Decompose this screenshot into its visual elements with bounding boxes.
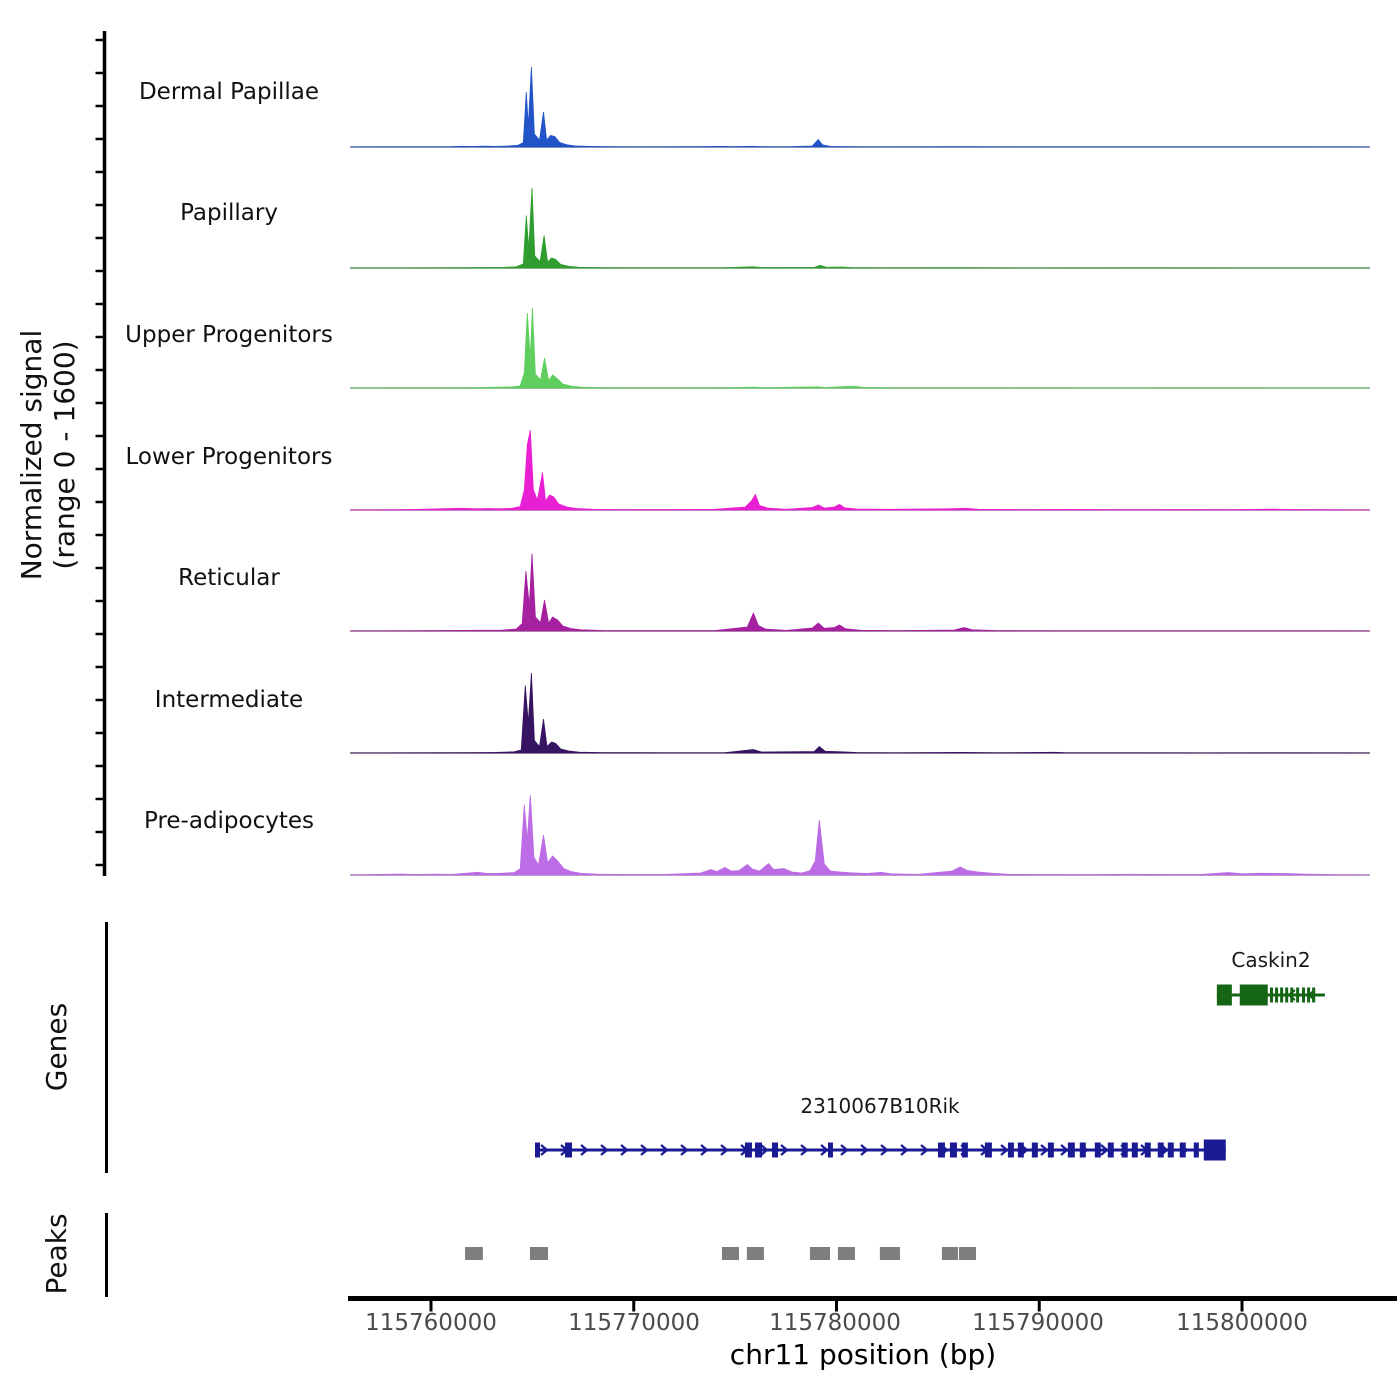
gene-glyph-caskin2-exon (1280, 988, 1283, 1003)
peak-box (465, 1247, 483, 1260)
gene-glyph-2310067b10rik-exon (950, 1143, 957, 1158)
gene-glyph-2310067b10rik-exon (828, 1143, 833, 1158)
track-label-intermediate: Intermediate (154, 687, 304, 713)
gene-glyph-2310067b10rik-exon (1095, 1143, 1101, 1158)
x-tick-label-115790000: 115790000 (972, 1310, 1104, 1336)
track-label-papillary: Papillary (180, 200, 278, 226)
gene-glyph-2310067b10rik-exon (1122, 1143, 1128, 1158)
x-tick-label-115780000: 115780000 (769, 1310, 901, 1336)
gene-glyph-2310067b10rik-exon (1204, 1140, 1226, 1161)
peak-box (810, 1247, 830, 1260)
signal-track-path-reticular (350, 554, 1370, 632)
track-label-lower-progenitors: Lower Progenitors (125, 444, 333, 470)
signal-track-path-dermal-papillae (350, 67, 1370, 147)
signal-track-path-upper-progenitors (350, 308, 1370, 388)
x-tick-label-115800000: 115800000 (1176, 1310, 1308, 1336)
x-axis-title: chr11 position (bp) (729, 1338, 997, 1371)
peak-box (959, 1247, 976, 1260)
y-axis-label-line1: Normalized signal (15, 329, 48, 581)
gene-glyph-caskin2-exon (1240, 985, 1268, 1006)
gene-glyph-2310067b10rik-exon (1194, 1143, 1199, 1158)
gene-glyph-caskin2-exon (1217, 985, 1232, 1006)
signal-track-path-intermediate (350, 673, 1370, 753)
gene-label-caskin2: Caskin2 (1231, 948, 1311, 972)
signal-track-path-papillary (350, 188, 1370, 268)
gene-glyph-2310067b10rik-exon (1108, 1143, 1114, 1158)
peak-box (942, 1247, 958, 1260)
gene-glyph-2310067b10rik-exon (772, 1143, 778, 1158)
y-axis-label (15, 155, 81, 755)
peak-box (530, 1247, 548, 1260)
gene-glyph-caskin2-exon (1296, 988, 1299, 1003)
gene-glyph-2310067b10rik-exon (985, 1143, 992, 1158)
signal-track-path-lower-progenitors (350, 430, 1370, 510)
track-label-pre-adipocytes: Pre-adipocytes (143, 808, 315, 834)
gene-glyph-2310067b10rik-exon (962, 1143, 968, 1158)
gene-glyph-caskin2-exon (1312, 988, 1315, 1003)
gene-glyph-2310067b10rik-exon (1168, 1143, 1174, 1158)
gene-glyph-caskin2-exon (1302, 988, 1305, 1003)
track-label-reticular: Reticular (178, 565, 280, 591)
peak-box (722, 1247, 739, 1260)
track-label-dermal-papillae: Dermal Papillae (138, 79, 320, 105)
gene-glyph-caskin2-exon (1290, 988, 1293, 1003)
gene-glyph-caskin2-exon (1270, 988, 1273, 1003)
signal-track-path-pre-adipocytes (350, 795, 1370, 875)
peak-box (747, 1247, 764, 1260)
gene-glyph-2310067b10rik-exon (938, 1143, 945, 1158)
peak-box (838, 1247, 855, 1260)
gene-glyph-caskin2-exon (1285, 988, 1288, 1003)
track-label-upper-progenitors: Upper Progenitors (125, 322, 333, 348)
gene-label-2310067b10rik: 2310067B10Rik (800, 1094, 960, 1118)
gene-glyph-2310067b10rik-exon (565, 1143, 572, 1158)
gene-glyph-caskin2-exon (1307, 988, 1310, 1003)
genes-section-label: Genes (40, 1002, 73, 1092)
gene-glyph-2310067b10rik-exon (1068, 1143, 1075, 1158)
gene-glyph-2310067b10rik-exon (1145, 1143, 1151, 1158)
gene-glyph-2310067b10rik-exon (745, 1143, 752, 1158)
gene-glyph-2310067b10rik-exon (755, 1143, 762, 1158)
y-axis-label-line2: (range 0 - 1600) (48, 340, 81, 570)
gene-glyph-2310067b10rik-exon (1048, 1143, 1054, 1158)
gene-glyph-2310067b10rik-exon (1080, 1143, 1086, 1158)
gene-glyph-caskin2-exon (1275, 988, 1278, 1003)
gene-glyph-2310067b10rik-exon (1032, 1143, 1038, 1158)
gene-glyph-2310067b10rik-exon (1132, 1143, 1138, 1158)
gene-glyph-2310067b10rik-exon (535, 1143, 540, 1158)
gene-glyph-2310067b10rik-exon (1018, 1143, 1024, 1158)
peaks-section-label: Peaks (40, 1213, 73, 1295)
gene-glyph-2310067b10rik-exon (1008, 1143, 1014, 1158)
x-tick-label-115760000: 115760000 (365, 1310, 497, 1336)
peak-box (880, 1247, 900, 1260)
gene-glyph-2310067b10rik-exon (1180, 1143, 1186, 1158)
gene-glyph-2310067b10rik-exon (1158, 1143, 1164, 1158)
x-tick-label-115770000: 115770000 (568, 1310, 700, 1336)
